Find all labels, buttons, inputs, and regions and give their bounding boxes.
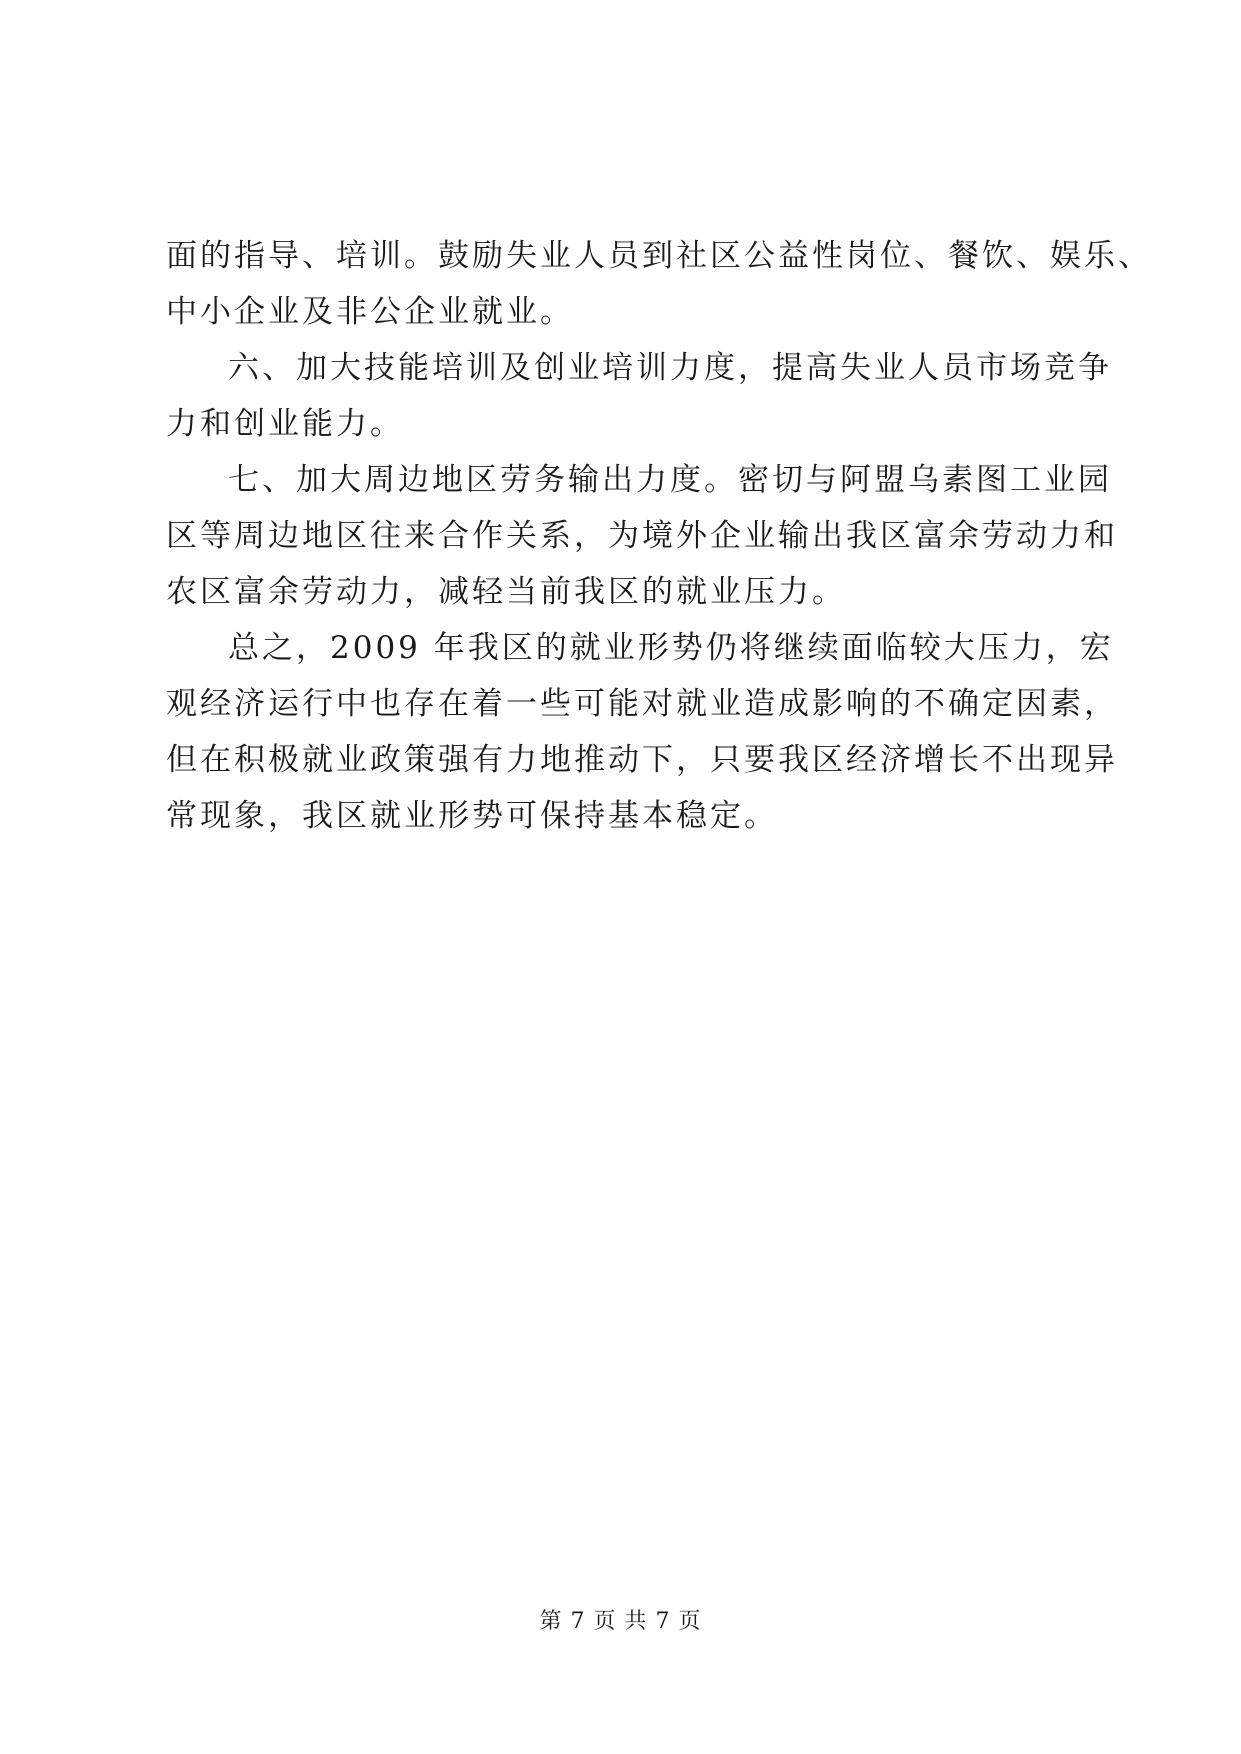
- paragraph-4: [166, 620, 1118, 844]
- text-line: 中小企业及非公企业就业。: [166, 294, 574, 330]
- paragraph-3: [166, 452, 1118, 620]
- page-number-footer: 第 7 页 共 7 页: [539, 1609, 702, 1634]
- text-line: 农区富余劳动力，减轻当前我区的就业压力。: [166, 574, 846, 610]
- text-line: 力和创业能力。: [166, 406, 404, 442]
- paragraph-2: [166, 340, 1112, 452]
- paragraph-1: [166, 228, 1152, 340]
- text-line: 七、加大周边地区劳务输出力度。密切与阿盟乌素图工业园: [228, 462, 1112, 498]
- document-body: [166, 228, 1152, 844]
- text-line: 区等周边地区往来合作关系，为境外企业输出我区富余劳动力和: [166, 518, 1118, 554]
- text-line: 面的指导、培训。鼓励失业人员到社区公益性岗位、餐饮、娱乐、: [166, 238, 1152, 274]
- text-line: 常现象，我区就业形势可保持基本稳定。: [166, 798, 778, 834]
- text-line: 六、加大技能培训及创业培训力度，提高失业人员市场竞争: [228, 350, 1112, 386]
- text-line: 观经济运行中也存在着一些可能对就业造成影响的不确定因素，: [166, 686, 1118, 722]
- text-line: 但在积极就业政策强有力地推动下，只要我区经济增长不出现异: [166, 742, 1118, 778]
- text-line: 总之，2009 年我区的就业形势仍将继续面临较大压力，宏: [228, 630, 1114, 666]
